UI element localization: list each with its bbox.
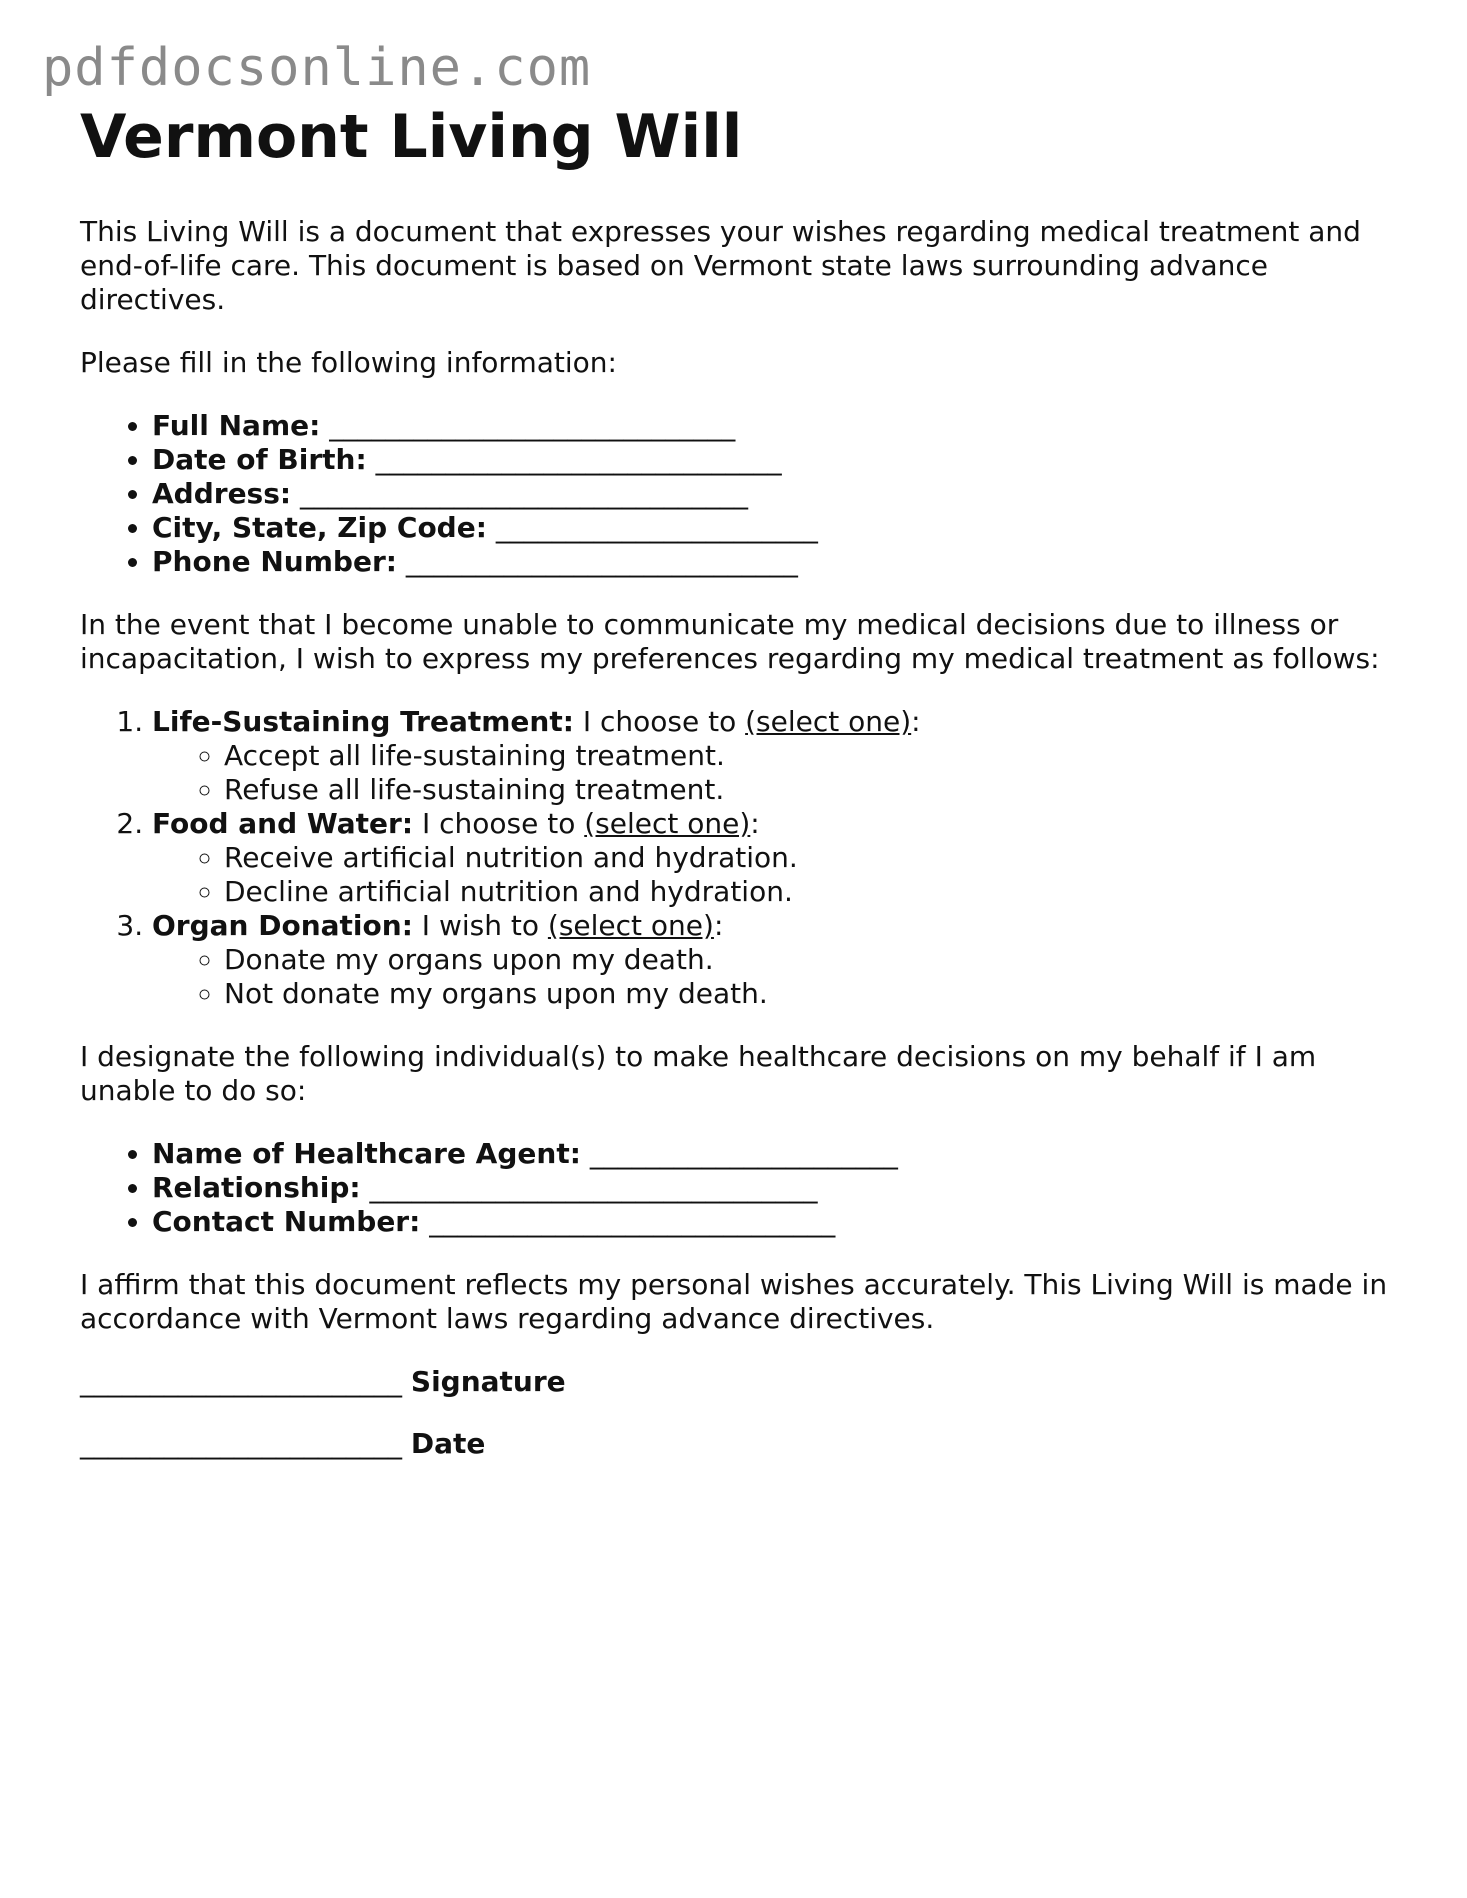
- date-blank[interactable]: _______________________: [80, 1427, 402, 1460]
- personal-info-list: [80, 409, 1400, 579]
- field-date-of-birth: [152, 443, 1400, 477]
- pref-option[interactable]: ◦ Not donate my organs upon my death.: [224, 977, 1400, 1011]
- field-blank[interactable]: _____________________________: [329, 409, 736, 442]
- field-address: [152, 477, 1400, 511]
- pref-options: [152, 841, 1400, 909]
- designate-paragraph: I designate the following individual(s) to make healthcare decisions on my behalf if I am unable to do so:: [80, 1040, 1317, 1107]
- field-full-name: [152, 409, 1400, 443]
- agent-info-list: [80, 1137, 1400, 1239]
- intro-paragraph: This Living Will is a document that expresses your wishes regarding medical treatment and end-of-life care. This document is based on Vermont state laws surrounding advance directives.: [80, 215, 1361, 316]
- field-label: Name of Healthcare Agent:: [152, 1137, 581, 1170]
- pref-options: [152, 739, 1400, 807]
- field-label: Address:: [152, 477, 292, 510]
- signature-line: [80, 1365, 1400, 1399]
- signature-label: Signature: [410, 1365, 566, 1398]
- watermark: pdfdocsonline.com: [42, 38, 592, 98]
- pref-label: Organ Donation:: [152, 909, 413, 942]
- pref-organ-donation: 3. Organ Donation: I wish to (select one): ◦ Donate my organs upon my death. ◦ Not donate my organs upon my death.: [152, 909, 1400, 1011]
- event-paragraph: In the event that I become unable to communicate my medical decisions due to illness or incapacitation, I wish to express my preferences regarding my medical treatment as follows:: [80, 608, 1380, 675]
- field-label: City, State, Zip Code:: [152, 511, 487, 544]
- select-one-link: (select one): [547, 909, 714, 942]
- field-blank[interactable]: _____________________________: [429, 1205, 836, 1238]
- pref-option[interactable]: ◦ Receive artificial nutrition and hydration.: [224, 841, 1400, 875]
- pref-option[interactable]: ◦ Accept all life-sustaining treatment.: [224, 739, 1400, 773]
- field-blank[interactable]: _______________________: [495, 511, 818, 544]
- signature-blank[interactable]: _______________________: [80, 1365, 402, 1398]
- select-one-link: (select one): [745, 705, 912, 738]
- pref-life-sustaining: 1. Life-Sustaining Treatment: I choose to (select one): ◦ Accept all life-sustaining treatment. ◦ Refuse all life-sustaining treatment.: [152, 705, 1400, 807]
- pref-option[interactable]: ◦ Donate my organs upon my death.: [224, 943, 1400, 977]
- preferences-list: [80, 705, 1400, 1011]
- field-label: Full Name:: [152, 409, 321, 442]
- field-blank[interactable]: ________________________________: [369, 1171, 818, 1204]
- field-city-state-zip: [152, 511, 1400, 545]
- field-label: Date of Birth:: [152, 443, 367, 476]
- field-blank[interactable]: _____________________________: [375, 443, 782, 476]
- pref-option[interactable]: ◦ Decline artificial nutrition and hydration.: [224, 875, 1400, 909]
- date-line: [80, 1427, 1400, 1461]
- field-agent-name: [152, 1137, 1400, 1171]
- pref-food-water: 2. Food and Water: I choose to (select one): ◦ Receive artificial nutrition and hydration. ◦ Decline artificial nutrition and hydration.: [152, 807, 1400, 909]
- select-one-link: (select one): [584, 807, 751, 840]
- field-blank[interactable]: ______________________: [589, 1137, 898, 1170]
- pref-option[interactable]: ◦ Refuse all life-sustaining treatment.: [224, 773, 1400, 807]
- field-blank[interactable]: ____________________________: [405, 545, 798, 578]
- pref-label: Life-Sustaining Treatment:: [152, 705, 574, 738]
- date-label: Date: [410, 1427, 486, 1460]
- pref-options: [152, 943, 1400, 1011]
- field-blank[interactable]: ________________________________: [300, 477, 748, 510]
- affirm-paragraph: I affirm that this document reflects my personal wishes accurately. This Living Will is made in accordance with Vermont laws regarding advance directives.: [80, 1268, 1388, 1335]
- document-page: [80, 100, 1400, 1461]
- field-label: Phone Number:: [152, 545, 397, 578]
- field-phone-number: [152, 545, 1400, 579]
- pref-lead: I choose to: [421, 807, 576, 840]
- document-title: Vermont Living Will: [80, 102, 743, 172]
- field-label: Contact Number:: [152, 1205, 421, 1238]
- field-label: Relationship:: [152, 1171, 361, 1204]
- field-relationship: [152, 1171, 1400, 1205]
- field-contact-number: [152, 1205, 1400, 1239]
- pref-lead: I choose to: [582, 705, 737, 738]
- pref-label: Food and Water:: [152, 807, 414, 840]
- fill-prompt: Please fill in the following information:: [80, 346, 617, 379]
- pref-lead: I wish to: [421, 909, 539, 942]
